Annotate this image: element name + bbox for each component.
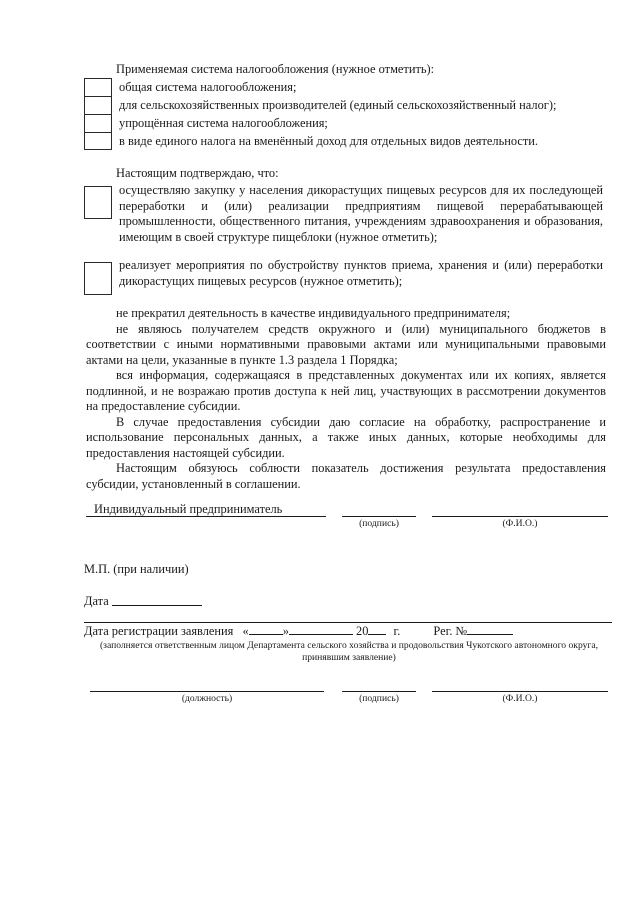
statement-information-authentic: вся информация, содержащаяся в представленных документах или их копиях, является подлинной, и не возражаю против доступа к ней лиц, участвующих в рассмотрении документов на предоставление субсидии.: [86, 368, 606, 413]
applicant-signature-line[interactable]: [342, 516, 416, 517]
confirm-heading: Настоящим подтверждаю, что:: [116, 166, 279, 180]
tax-simplified-checkbox[interactable]: [85, 115, 111, 133]
statement-data-consent: В случае предоставления субсидии даю согласие на обработку, распространение и использование персональных данных, а также иных данных, которые необходимы для предоставления настоящей субсидии.: [86, 414, 606, 460]
confirm-purchase-checkbox[interactable]: [84, 186, 112, 219]
statement-not-terminated: не прекратил деятельность в качестве индивидуального предпринимателя;: [116, 306, 511, 320]
registration-number-label: Рег. №: [433, 624, 468, 638]
registration-year-prefix: 20: [356, 624, 369, 638]
registration-year-blank[interactable]: [368, 624, 386, 635]
official-signature-line[interactable]: [342, 691, 416, 692]
registration-month-blank[interactable]: [289, 624, 353, 635]
tax-option-general: общая система налогообложения;: [119, 80, 297, 94]
applicant-signature-caption: (подпись): [359, 518, 399, 529]
registration-row: [84, 624, 614, 640]
tax-option-simplified: упрощённая система налогообложения;: [119, 116, 328, 130]
tax-agricultural-checkbox[interactable]: [85, 97, 111, 115]
official-position-caption: (должность): [181, 693, 233, 704]
official-name-line[interactable]: [432, 691, 608, 692]
statement-not-recipient: не являюсь получателем средств окружного и (или) муниципального бюджетов в соответствии с иными нормативными правовыми актами или муниципальными правовыми актами на цели, указанные в пункте 1.3 раздела 1 Порядка;: [86, 321, 606, 367]
date-label: Дата: [84, 594, 109, 608]
registration-number-blank[interactable]: [467, 624, 513, 635]
official-name-caption: (Ф.И.О.): [502, 693, 538, 704]
registration-close-quote: »: [282, 624, 289, 638]
registration-year-suffix: г.: [393, 624, 401, 638]
registration-divider: [84, 622, 612, 623]
tax-option-imputed: в виде единого налога на вменённый доход для отдельных видов деятельности.: [119, 134, 539, 148]
stamp-label: М.П. (при наличии): [84, 562, 189, 576]
tax-general-checkbox[interactable]: [85, 79, 111, 97]
registration-open-quote: «: [242, 624, 249, 638]
date-line[interactable]: [112, 605, 202, 606]
registration-day-blank[interactable]: [249, 624, 283, 635]
registration-label: Дата регистрации заявления: [84, 624, 234, 638]
registration-note: (заполняется ответственным лицом Департамента сельского хозяйства и продовольствия Чукотского автономного округа, принявшим заявление): [99, 640, 599, 663]
confirm-option-facilities: реализует мероприятия по обустройству пунктов приема, хранения и (или) переработки дикорастущих пищевых ресурсов (нужное отметить);: [119, 258, 603, 288]
tax-system-checkbox-group: [84, 78, 112, 150]
applicant-role: Индивидуальный предприниматель: [94, 502, 283, 516]
official-position-line[interactable]: [90, 691, 324, 692]
tax-imputed-checkbox[interactable]: [85, 133, 111, 149]
tax-option-agricultural: для сельскохозяйственных производителей (единый сельскохозяйственный налог);: [119, 98, 557, 112]
tax-system-heading: Применяемая система налогообложения (нужное отметить):: [116, 62, 435, 76]
applicant-role-line: [86, 516, 326, 517]
statement-result-obligation: Настоящим обязуюсь соблюсти показатель достижения результата предоставления субсидии, установленный в соглашении.: [86, 461, 606, 491]
applicant-name-line[interactable]: [432, 516, 608, 517]
confirm-facilities-checkbox[interactable]: [84, 262, 112, 295]
confirm-option-purchase: осуществляю закупку у населения дикорастущих пищевых ресурсов для их последующей переработки и (или) реализации предприятиям пищевой перерабатывающей промышленности, общественного питания, учреждениям здравоохранения и образования, имеющим в своей структуре пищеблоки (нужное отметить);: [119, 183, 603, 244]
official-signature-caption: (подпись): [359, 693, 399, 704]
applicant-name-caption: (Ф.И.О.): [502, 518, 538, 529]
